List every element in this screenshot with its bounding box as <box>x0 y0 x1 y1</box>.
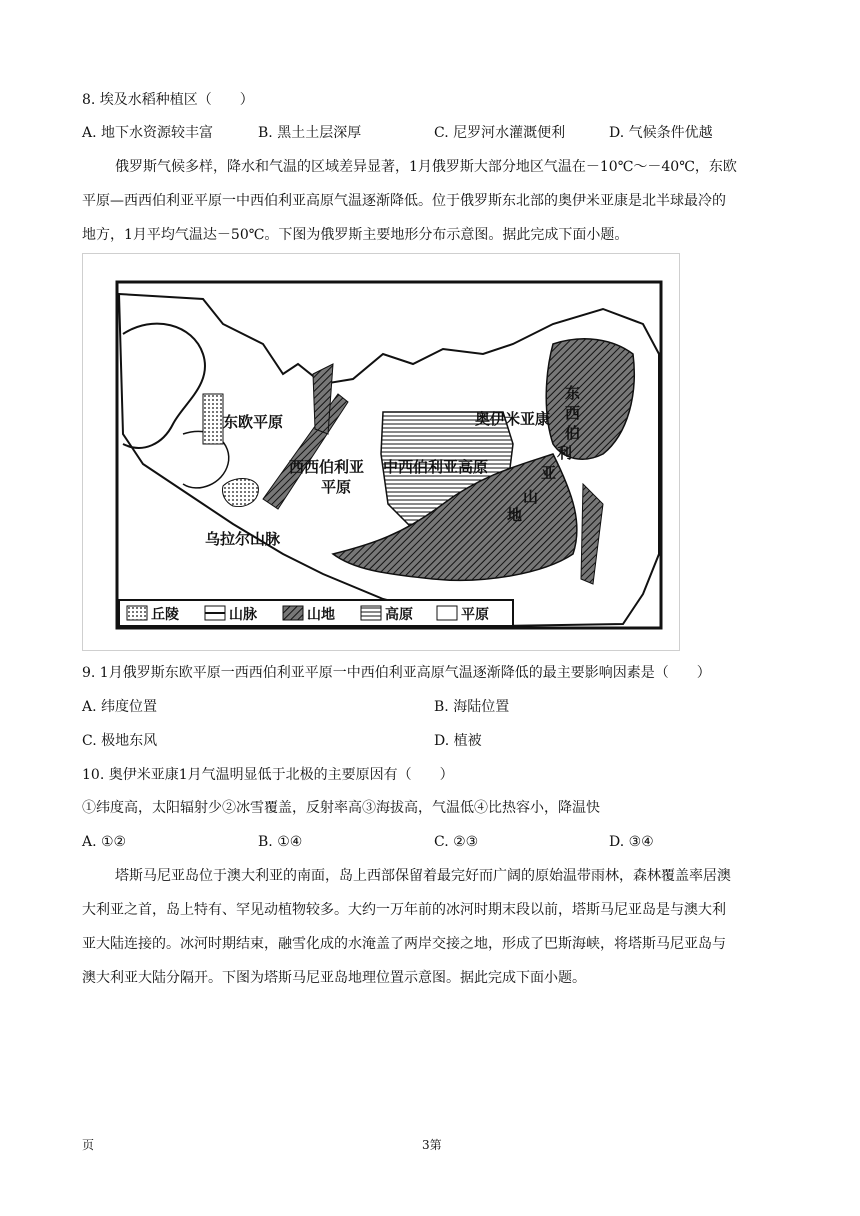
label-central-siberian-plateau: 中西伯利亚高原 <box>383 458 489 476</box>
label-east-siberia-1: 东 <box>565 384 581 402</box>
label-east-siberia-4: 利 <box>557 444 573 462</box>
q10-statements: ①纬度高，太阳辐射少②冰雪覆盖，反射率高③海拔高，气温低④比热容小，降温快 <box>82 800 600 816</box>
label-east-siberia-7: 地 <box>507 506 523 524</box>
q9-option-c: C. 极地东风 <box>82 733 158 749</box>
map-svg <box>83 254 679 650</box>
passage2-line-1: 塔斯马尼亚岛位于澳大利亚的南面，岛上西部保留着最完好而广阔的原始温带雨林，森林覆盖率居澳 <box>115 868 731 884</box>
q8-stem: 8. 埃及水稻种植区（ ） <box>82 92 254 108</box>
passage1-line-1: 俄罗斯气候多样，降水和气温的区域差异显著，1月俄罗斯大部分地区气温在－10℃～－40℃，东欧 <box>115 159 737 175</box>
q9-stem: 9. 1月俄罗斯东欧平原一西西伯利亚平原一中西伯利亚高原气温逐渐降低的最主要影响因素是（ ） <box>82 665 711 681</box>
legend-label-plateau: 高原 <box>385 607 413 623</box>
label-east-siberia-5: 亚 <box>541 464 557 482</box>
q9-option-d: D. 植被 <box>434 733 482 749</box>
legend-swatch-plain <box>437 606 457 620</box>
q10-stem: 10. 奥伊米亚康1月气温明显低于北极的主要原因有（ ） <box>82 767 454 783</box>
q8-option-d: D. 气候条件优越 <box>609 125 713 141</box>
passage1-line-3: 地方，1月平均气温达－50℃。下图为俄罗斯主要地形分布示意图。据此完成下面小题。 <box>82 227 629 243</box>
q8-option-c: C. 尼罗河水灌溉便利 <box>434 125 566 141</box>
legend-label-hills: 丘陵 <box>151 607 179 623</box>
q9-option-a: A. 纬度位置 <box>82 699 158 715</box>
legend-label-mountain: 山地 <box>307 607 335 623</box>
label-west-siberia-2: 平原 <box>321 478 352 496</box>
label-east-siberia-6: 山 <box>523 488 539 506</box>
label-oymyakon: 奥伊米亚康 <box>475 410 551 428</box>
passage2-line-3: 亚大陆连接的。冰河时期结束，融雪化成的水淹盖了两岸交接之地，形成了巴斯海峡，将塔斯马尼亚岛与 <box>82 936 726 952</box>
label-east-europe-plain: 东欧平原 <box>223 413 284 431</box>
legend-label-range: 山脉 <box>229 607 257 623</box>
legend-label-plain: 平原 <box>461 607 489 623</box>
q10-option-c: C. ②③ <box>434 834 479 850</box>
q10-option-b: B. ①④ <box>258 834 303 850</box>
footer-left: 页 <box>82 1138 95 1152</box>
passage1-line-2: 平原—西西伯利亚平原一中西伯利亚高原气温逐渐降低。位于俄罗斯东北部的奥伊米亚康是北半球最冷的 <box>82 193 726 209</box>
legend-swatch-plateau <box>361 606 381 620</box>
q8-option-b: B. 黑土土层深厚 <box>258 125 362 141</box>
label-ural-mountains: 乌拉尔山脉 <box>205 530 281 548</box>
q8-option-a: A. 地下水资源较丰富 <box>82 125 214 141</box>
q10-option-a: A. ①② <box>82 834 127 850</box>
russia-terrain-map <box>82 253 680 651</box>
legend-swatch-mountain <box>283 606 303 620</box>
q10-option-d: D. ③④ <box>609 834 654 850</box>
label-east-siberia-3: 伯 <box>565 424 581 442</box>
passage2-line-4: 澳大利亚大陆分隔开。下图为塔斯马尼亚岛地理位置示意图。据此完成下面小题。 <box>82 970 586 986</box>
hills-area-1 <box>203 394 223 444</box>
q9-option-b: B. 海陆位置 <box>434 699 510 715</box>
map-legend <box>119 600 513 626</box>
label-west-siberia-1: 西西伯利亚 <box>289 458 365 476</box>
label-east-siberia-2: 西 <box>565 404 581 422</box>
legend-swatch-hills <box>127 606 147 620</box>
passage2-line-2: 大利亚之首，岛上特有、罕见动植物较多。大约一万年前的冰河时期末段以前，塔斯马尼亚岛是与澳大利 <box>82 902 726 918</box>
footer-page-number: 3第 <box>422 1138 442 1152</box>
